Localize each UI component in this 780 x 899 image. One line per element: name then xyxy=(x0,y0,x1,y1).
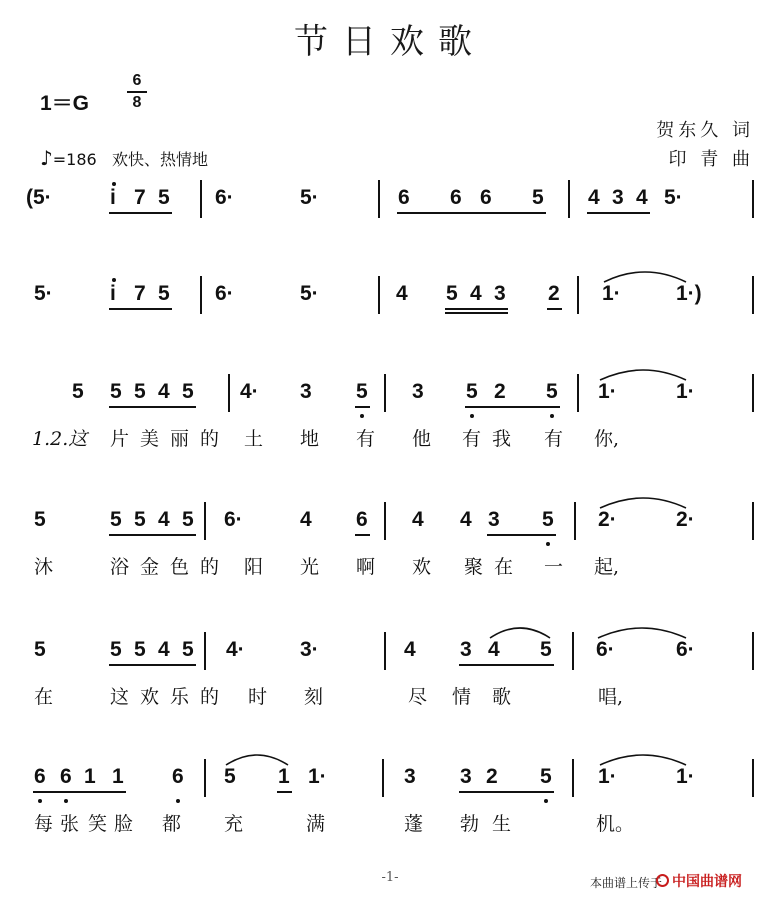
note-token: 5 xyxy=(110,638,122,661)
lyric-syllable: 有 xyxy=(356,428,376,450)
score-line xyxy=(0,282,780,362)
note-token: 5 xyxy=(356,380,368,403)
note-token: 5· xyxy=(300,186,319,209)
lyric-syllable: 的 xyxy=(200,428,220,450)
lyric-syllable: 都 xyxy=(162,813,182,835)
note-token: 4 xyxy=(404,638,416,661)
duration-underline xyxy=(109,534,196,536)
lyric-syllable: 美 xyxy=(140,428,160,450)
lyric-syllable: 蓬 xyxy=(404,813,424,835)
barline xyxy=(572,759,574,797)
note-token: 6 xyxy=(450,186,462,209)
slur-mark xyxy=(224,751,290,767)
lyric-syllable: 这 xyxy=(110,686,130,708)
barline xyxy=(378,276,380,314)
duration-underline xyxy=(355,406,370,408)
lyric-syllable: 啊 xyxy=(356,556,376,578)
note-token: i xyxy=(110,282,116,305)
lyric-syllable: 唱, xyxy=(598,686,624,708)
lyric-syllable: 色 xyxy=(170,556,190,578)
note-token: 5 xyxy=(540,765,552,788)
site-logo-icon xyxy=(656,874,669,887)
note-token: 4 xyxy=(158,638,170,661)
lyric-syllable: 金 xyxy=(140,556,160,578)
note-token: 3 xyxy=(494,282,506,305)
note-token: 5 xyxy=(546,380,558,403)
note-token: 6 xyxy=(356,508,368,531)
barline xyxy=(204,759,206,797)
meter-divider xyxy=(127,91,147,93)
note-token: 4 xyxy=(396,282,408,305)
note-token: 3 xyxy=(300,380,312,403)
duration-underline xyxy=(109,406,196,408)
lyric-syllable: 阳 xyxy=(244,556,264,578)
lyric-syllable: 机。 xyxy=(596,813,635,835)
note-token: 1 xyxy=(84,765,96,788)
note-token: 3 xyxy=(460,638,472,661)
note-token: 4 xyxy=(158,508,170,531)
lyricist-credit: 贺东久 词 xyxy=(656,120,754,141)
octave-dot xyxy=(176,799,180,803)
score-line xyxy=(0,186,780,266)
note-token: 6 xyxy=(60,765,72,788)
duration-underline xyxy=(33,791,126,793)
octave-dot xyxy=(544,799,548,803)
lyric-syllable: 的 xyxy=(200,556,220,578)
upload-note: 本曲谱上传于 xyxy=(590,876,663,890)
note-token: 5 xyxy=(34,508,46,531)
lyric-syllable: 丽 xyxy=(170,428,190,450)
barline xyxy=(382,759,384,797)
tempo-value: =186 xyxy=(52,150,97,169)
note-token: 6· xyxy=(676,638,695,661)
note-token: 5 xyxy=(446,282,458,305)
lyric-syllable: 歌 xyxy=(492,686,512,708)
barline xyxy=(752,276,754,314)
note-token: 1· xyxy=(598,765,617,788)
score-line xyxy=(0,765,780,845)
expression-mark: 欢快、热情地 xyxy=(111,150,208,169)
song-title: 节日欢歌 xyxy=(294,22,486,62)
lyric-syllable: 有 xyxy=(462,428,482,450)
lyric-syllable: 土 xyxy=(244,428,264,450)
lyric-syllable: 刻 xyxy=(304,686,324,708)
note-token: 5 xyxy=(134,638,146,661)
slur-mark xyxy=(598,494,688,510)
lyric-syllable: 生 xyxy=(492,813,512,835)
note-token: 1· xyxy=(676,380,695,403)
note-token: 5 xyxy=(542,508,554,531)
duration-underline xyxy=(397,212,546,214)
lyric-syllable: 的 xyxy=(200,686,220,708)
note-token: 5 xyxy=(182,638,194,661)
duration-underline xyxy=(109,664,196,666)
note-token: 7 xyxy=(134,186,146,209)
duration-underline xyxy=(445,312,508,314)
note-token: 1·) xyxy=(676,282,702,305)
lyric-syllable: 在 xyxy=(34,686,54,708)
tempo-marking xyxy=(40,146,208,170)
note-token: 5 xyxy=(134,508,146,531)
note-token: 5 xyxy=(34,638,46,661)
lyric-syllable: 光 xyxy=(300,556,320,578)
barline xyxy=(752,180,754,218)
note-token: 5· xyxy=(34,282,53,305)
note-token: 1· xyxy=(676,765,695,788)
note-token: 4 xyxy=(300,508,312,531)
note-token: 5 xyxy=(182,508,194,531)
lyric-syllable: 他 xyxy=(412,428,432,450)
note-token: 4 xyxy=(488,638,500,661)
note-token: 7 xyxy=(134,282,146,305)
note-token: 3 xyxy=(412,380,424,403)
octave-dot xyxy=(550,414,554,418)
slur-mark xyxy=(596,624,688,640)
time-signature xyxy=(127,72,147,112)
note-token: 1 xyxy=(112,765,124,788)
lyric-syllable: 浴 xyxy=(110,556,130,578)
note-token: 4 xyxy=(158,380,170,403)
barline xyxy=(204,632,206,670)
note-token: 6 xyxy=(34,765,46,788)
lyric-syllable: 有 xyxy=(544,428,564,450)
lyric-syllable: 沐 xyxy=(34,556,54,578)
note-token: 1· xyxy=(308,765,327,788)
barline xyxy=(378,180,380,218)
note-token: 1· xyxy=(598,380,617,403)
duration-underline xyxy=(459,664,554,666)
note-token: i xyxy=(110,186,116,209)
note-token: 5 xyxy=(110,380,122,403)
note-token: 4 xyxy=(460,508,472,531)
note-token: 4· xyxy=(240,380,259,403)
lyric-syllable: 片 xyxy=(110,428,130,450)
lyric-syllable: 地 xyxy=(300,428,320,450)
octave-dot xyxy=(38,799,42,803)
barline xyxy=(200,180,202,218)
duration-underline xyxy=(109,308,172,310)
score-line xyxy=(0,638,780,718)
barline xyxy=(228,374,230,412)
barline xyxy=(568,180,570,218)
note-token: 3· xyxy=(300,638,319,661)
duration-underline xyxy=(459,791,554,793)
duration-underline xyxy=(445,308,508,310)
note-token: 4 xyxy=(412,508,424,531)
note-token: 3 xyxy=(488,508,500,531)
lyric-syllable: 满 xyxy=(306,813,326,835)
barline xyxy=(752,502,754,540)
note-token: 1· xyxy=(602,282,621,305)
note-token: 6 xyxy=(398,186,410,209)
duration-underline xyxy=(355,534,370,536)
lyric-syllable: 时 xyxy=(248,686,268,708)
octave-dot xyxy=(546,542,550,546)
note-token: 5· xyxy=(664,186,683,209)
slur-mark xyxy=(488,624,552,640)
octave-dot xyxy=(470,414,474,418)
barline xyxy=(572,632,574,670)
meter-bottom: 8 xyxy=(132,94,142,111)
barline xyxy=(752,632,754,670)
note-token: 6 xyxy=(480,186,492,209)
note-token: 6 xyxy=(172,765,184,788)
score-line xyxy=(0,508,780,588)
slur-mark xyxy=(598,366,688,382)
lyric-syllable: 勃 xyxy=(460,813,480,835)
duration-underline xyxy=(277,791,292,793)
note-token: 5 xyxy=(224,765,236,788)
lyric-syllable: 乐 xyxy=(170,686,190,708)
composer-credit: 印 青 曲 xyxy=(668,149,754,170)
note-token: 6· xyxy=(224,508,243,531)
lyric-syllable: 聚 xyxy=(464,556,484,578)
barline xyxy=(200,276,202,314)
note-token: 5 xyxy=(532,186,544,209)
note-token: 2 xyxy=(494,380,506,403)
barline xyxy=(384,374,386,412)
lyric-syllable: 尽 xyxy=(408,686,428,708)
lyric-syllable: 笑 xyxy=(88,813,108,835)
duration-underline xyxy=(109,212,172,214)
barline xyxy=(384,502,386,540)
note-token: 6· xyxy=(215,186,234,209)
note-token: 4 xyxy=(636,186,648,209)
barline xyxy=(752,374,754,412)
note-token: 3 xyxy=(460,765,472,788)
key-signature: 1＝G xyxy=(40,92,90,115)
octave-dot-above xyxy=(112,278,116,282)
lyric-syllable: 充 xyxy=(224,813,244,835)
eighth-note-icon: ♪ xyxy=(40,146,53,170)
octave-dot xyxy=(360,414,364,418)
meter-top: 6 xyxy=(132,72,142,89)
note-token: 4· xyxy=(226,638,245,661)
lyric-syllable: 欢 xyxy=(140,686,160,708)
lyric-syllable: 一 xyxy=(544,556,564,578)
slur-mark xyxy=(598,751,688,767)
barline xyxy=(384,632,386,670)
lyric-syllable: 脸 xyxy=(114,813,134,835)
note-token: 5 xyxy=(466,380,478,403)
lyric-syllable: 1.2.这 xyxy=(32,428,88,450)
note-token: (5· xyxy=(26,186,52,209)
lyric-syllable: 每 xyxy=(34,813,54,835)
duration-underline xyxy=(487,534,556,536)
lyric-syllable: 张 xyxy=(60,813,80,835)
note-token: 5 xyxy=(110,508,122,531)
note-token: 4 xyxy=(470,282,482,305)
note-token: 2 xyxy=(548,282,560,305)
note-token: 5· xyxy=(300,282,319,305)
duration-underline xyxy=(465,406,560,408)
octave-dot-above xyxy=(112,182,116,186)
note-token: 5 xyxy=(72,380,84,403)
note-token: 2· xyxy=(598,508,617,531)
note-token: 5 xyxy=(158,186,170,209)
barline xyxy=(204,502,206,540)
lyric-syllable: 起, xyxy=(594,556,620,578)
slur-mark xyxy=(602,268,688,284)
duration-underline xyxy=(587,212,650,214)
note-token: 6· xyxy=(215,282,234,305)
barline xyxy=(577,374,579,412)
lyric-syllable: 情 xyxy=(452,686,472,708)
lyric-syllable: 你, xyxy=(594,428,620,450)
note-token: 5 xyxy=(182,380,194,403)
note-token: 4 xyxy=(588,186,600,209)
note-token: 6· xyxy=(596,638,615,661)
note-token: 2 xyxy=(486,765,498,788)
barline xyxy=(577,276,579,314)
note-token: 1 xyxy=(278,765,290,788)
barline xyxy=(752,759,754,797)
note-token: 3 xyxy=(612,186,624,209)
barline xyxy=(574,502,576,540)
page-number: -1- xyxy=(381,870,399,885)
lyric-syllable: 我 xyxy=(492,428,512,450)
note-token: 5 xyxy=(158,282,170,305)
score-line xyxy=(0,380,780,460)
lyric-syllable: 欢 xyxy=(412,556,432,578)
lyric-syllable: 在 xyxy=(494,556,514,578)
note-token: 2· xyxy=(676,508,695,531)
note-token: 5 xyxy=(134,380,146,403)
note-token: 3 xyxy=(404,765,416,788)
note-token: 5 xyxy=(540,638,552,661)
duration-underline xyxy=(547,308,562,310)
octave-dot xyxy=(64,799,68,803)
site-logo-text: 中国曲谱网 xyxy=(672,874,742,890)
